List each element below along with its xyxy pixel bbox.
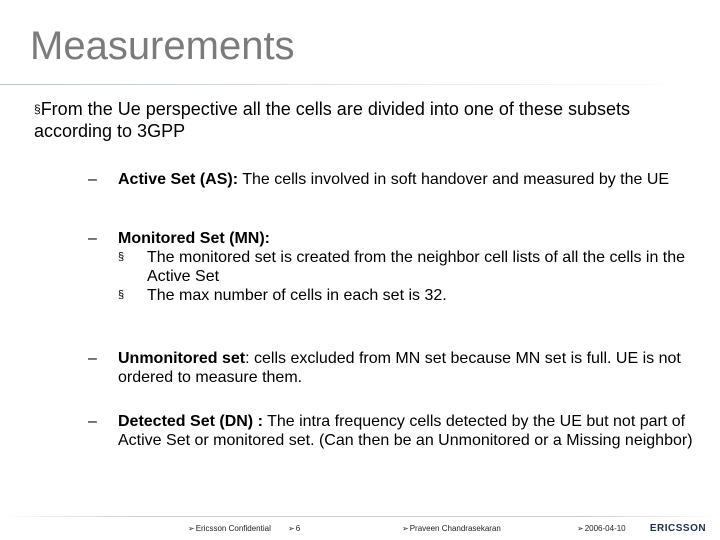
sub-bullet: § [118, 251, 125, 263]
ericsson-logo [642, 518, 714, 538]
item-term: Monitored Set (MN): [118, 230, 270, 247]
footer-author [402, 524, 501, 533]
item-term: Unmonitored set [118, 350, 246, 367]
item-desc: : cells excluded from MN set because MN set is full. UE is not ordered to measure them. [118, 350, 681, 386]
item-term: Detected Set (DN) : [118, 413, 263, 430]
list-item-monitored-set [88, 229, 698, 305]
sub-item [88, 248, 698, 286]
sub-bullet: § [118, 289, 125, 301]
list-item-active-set [88, 170, 698, 189]
item-dash: – [88, 413, 97, 430]
footer-divider [0, 516, 720, 517]
date-text: 2006-04-10 [584, 524, 626, 533]
list-item-detected-set [88, 412, 698, 450]
footer-confidential [188, 524, 271, 533]
footer-date [577, 524, 626, 533]
arrow-bullet-icon: ➢ [577, 524, 584, 533]
item-dash: – [88, 350, 97, 367]
item-term: Active Set (AS): [118, 171, 239, 188]
intro-paragraph [34, 98, 684, 142]
list-item-unmonitored-set [88, 349, 698, 387]
item-dash: – [88, 230, 97, 247]
slide-title: Measurements [30, 24, 295, 68]
page-number: 6 [295, 524, 301, 533]
title-divider [0, 84, 720, 85]
sub-item-text: The max number of cells in each set is 32. [147, 287, 447, 304]
logo-text: ERICSSON [649, 522, 707, 534]
arrow-bullet-icon: ➢ [402, 524, 409, 533]
footer-page-number [288, 524, 300, 533]
item-dash: – [88, 171, 97, 188]
item-desc: The intra frequency cells detected by the UE but not part of Active Set or monitored set. (Can then be an Unmonitored or a Missing neighbor) [118, 413, 693, 449]
arrow-bullet-icon: ➢ [288, 524, 295, 533]
sub-item-text: The monitored set is created from the neighbor cell lists of all the cells in the Active Set [147, 249, 686, 285]
author-name: Praveen Chandrasekaran [409, 524, 501, 533]
item-desc: The cells involved in soft handover and measured by the UE [238, 171, 670, 188]
intro-text: From the Ue perspective all the cells are divided into one of these subsets according to 3GPP [34, 99, 631, 141]
arrow-bullet-icon: ➢ [188, 524, 195, 533]
intro-bullet: § [34, 102, 41, 116]
footer-confidential-text: Ericsson Confidential [195, 524, 271, 533]
sub-item [88, 286, 698, 305]
